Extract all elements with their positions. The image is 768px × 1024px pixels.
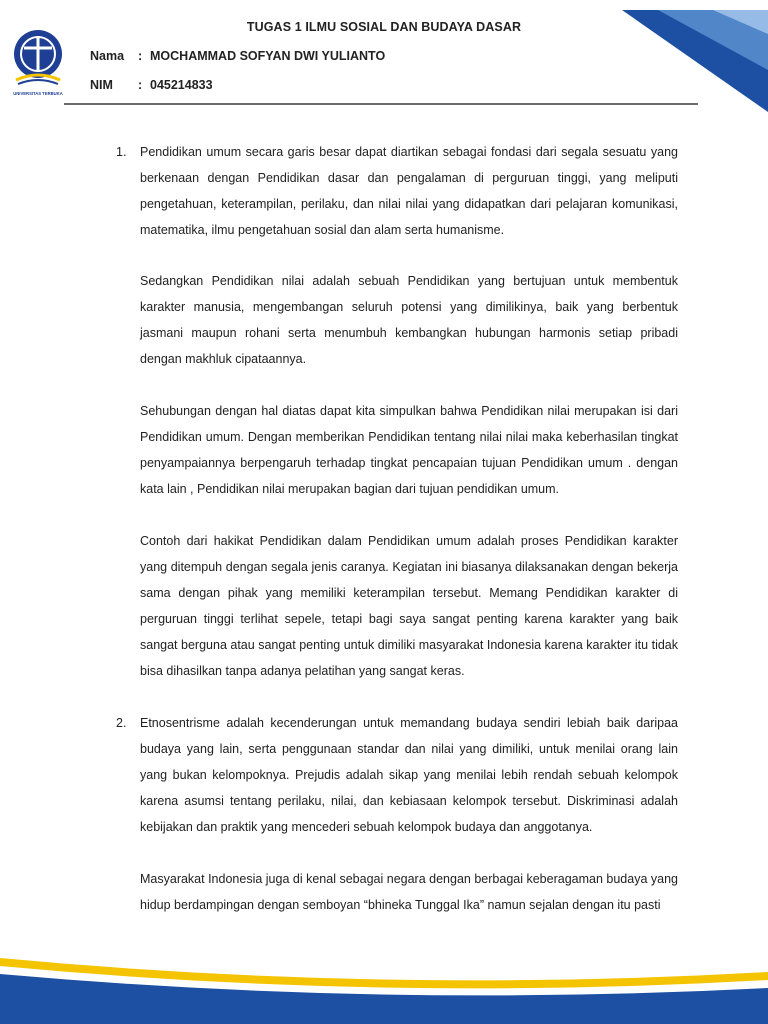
paragraph: Pendidikan umum secara garis besar dapat diartikan sebagai fondasi dari segala sesuatu yang berkenaan dengan Pendidikan dasar dan pengalaman di perguruan tinggi, yang meliputi pengetahuan, keterampilan, perilaku, dan nilai nilai yang didapatkan dari pelajaran komunikasi, matematika, ilmu pengetahuan sosial dan alam serta humanisme. <box>140 145 678 237</box>
name-value: MOCHAMMAD SOFYAN DWI YULIANTO <box>150 49 386 63</box>
paragraph: Etnosentrisme adalah kecenderungan untuk memandang budaya sendiri lebiah baik daripaa budaya yang lain, serta penggunaan standar dan nilai yang dimiliki, untuk menilai orang lain yang bukan kelompoknya. Prejudis adalah sikap yang menilai lebih rendah sebuah kelompok karena asumsi tentang perilaku, nilai, dan kebiasaan kelompok tersebut. Diskriminasi adalah kebijakan dan praktik yang mencederi sebuah kelompok budaya dan anggotanya. <box>140 716 678 834</box>
paragraph: Sehubungan dengan hal diatas dapat kita simpulkan bahwa Pendidikan nilai merupakan isi dari Pendidikan umum. Dengan memberikan Pendidikan tentang nilai nilai maka keberhasilan tingkat penyampaiannya berpengaruh terhadap tingkat pencapaian tujuan Pendidikan umum . dengan kata lain , Pendidikan nilai merupakan bagian dari tujuan pendidikan umum. <box>140 404 678 496</box>
nim-separator: : <box>138 78 143 92</box>
name-label: Nama <box>90 49 125 63</box>
nim-value: 045214833 <box>150 78 213 92</box>
name-separator: : <box>138 49 143 63</box>
paragraph: Contoh dari hakikat Pendidikan dalam Pendidikan umum adalah proses Pendidikan karakter yang ditempuh dengan segala jenis caranya. Kegiatan ini biasanya dilaksanakan dengan bekerja sama dengan pihak yang memiliki keterampilan tersebut. Memang Pendidikan karakter di perguruan tinggi terlihat sepele, tetapi bagi saya sangat penting karena karakter yang baik sangat berguna atau sangat penting untuk dimiliki masyarakat Indonesia karena karakter itu tidak bisa dihasilkan tanpa adanya pelatihan yang sangat keras. <box>140 534 678 678</box>
university-logo-icon <box>10 26 66 102</box>
nim-label: NIM <box>90 78 113 92</box>
nim-row <box>90 78 213 92</box>
section-number: 1. <box>116 145 127 159</box>
svg-text:UNIVERSITAS TERBUKA: UNIVERSITAS TERBUKA <box>13 91 63 96</box>
footer-wave-decoration <box>0 944 768 1024</box>
document-title: TUGAS 1 ILMU SOSIAL DAN BUDAYA DASAR <box>246 20 522 34</box>
header-divider <box>64 103 698 105</box>
name-row <box>90 49 385 63</box>
section-number: 2. <box>116 716 127 730</box>
paragraph: Sedangkan Pendidikan nilai adalah sebuah Pendidikan yang bertujuan untuk membentuk karakter manusia, mengembangan seluruh potensi yang dimilikinya, baik yang berbentuk jasmani maupun rohani serta menumbuh kembangkan hubungan harmonis setiap pribadi dengan makhluk cipataannya. <box>140 274 678 366</box>
corner-decoration <box>618 0 768 112</box>
paragraph: Masyarakat Indonesia juga di kenal sebagai negara dengan berbagai keberagaman budaya yang hidup berdampingan dengan semboyan “bhineka Tunggal Ika” namun sejalan dengan itu pasti <box>140 872 678 912</box>
